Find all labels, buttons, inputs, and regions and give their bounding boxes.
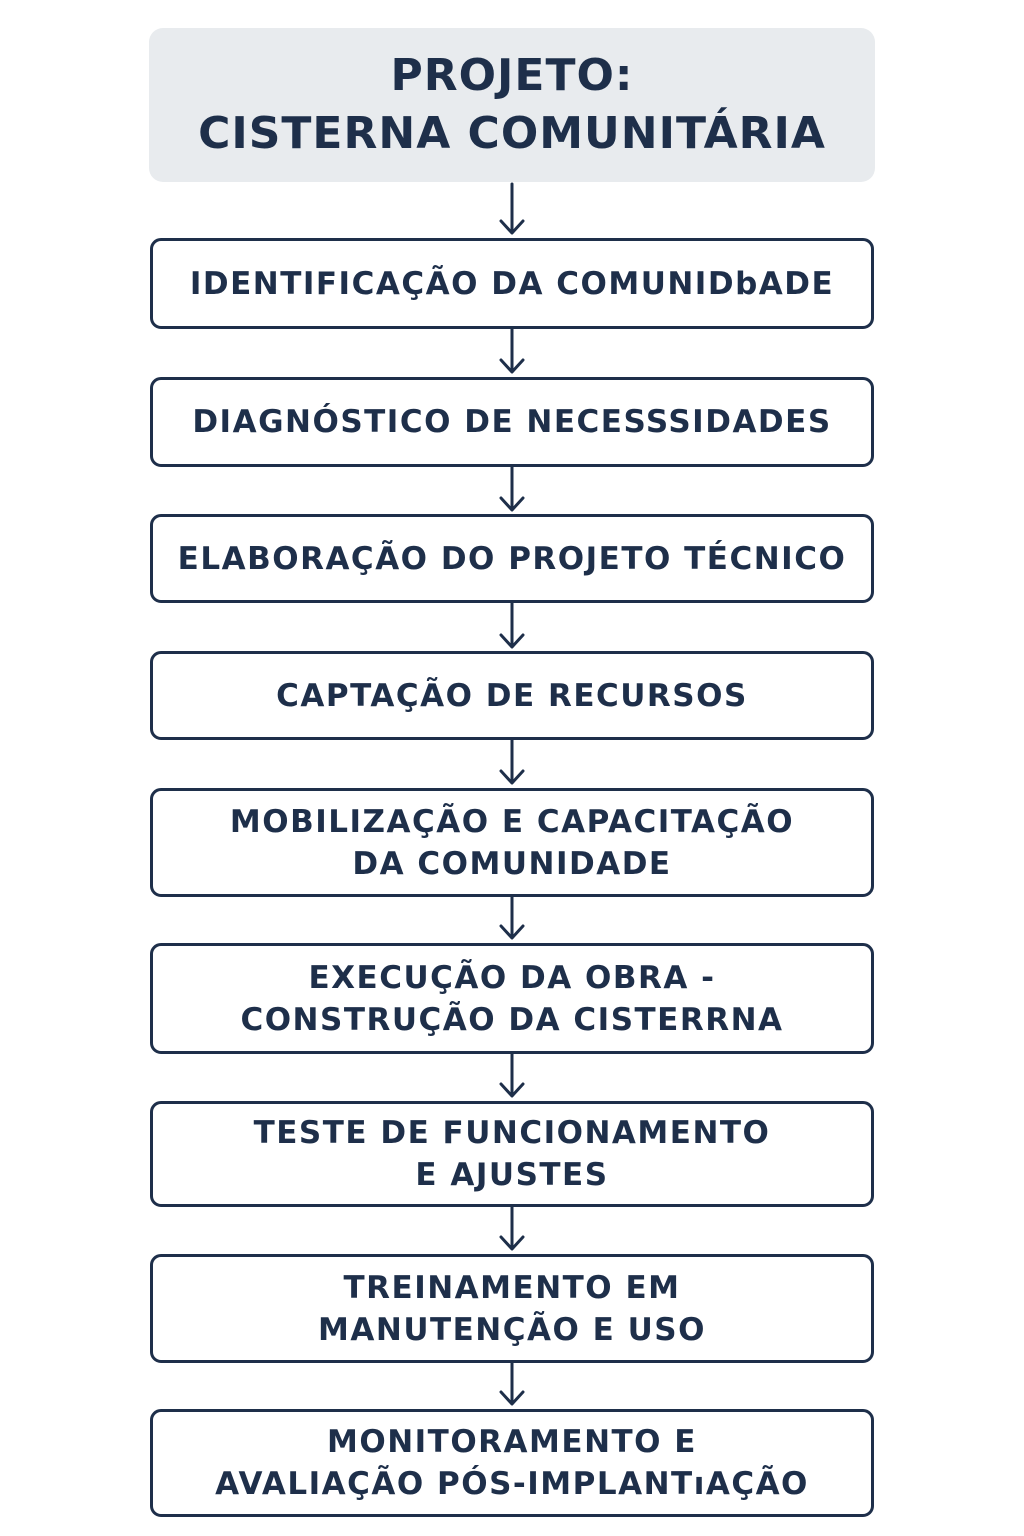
arrow-step-8-to-step-9	[501, 1363, 523, 1404]
step-9-label-line-2: AVALIAÇÃO PÓS-IMPLANTıAÇÃO	[215, 1466, 809, 1502]
arrow-step-3-to-step-4	[501, 603, 523, 647]
step-2-box	[150, 377, 874, 467]
arrow-step-5-to-step-6	[501, 897, 523, 938]
title-box	[149, 28, 875, 182]
step-3-box	[150, 514, 874, 603]
step-1-box	[150, 238, 874, 329]
arrow-step-4-to-step-5	[501, 740, 523, 783]
arrow-title-to-step-1	[501, 184, 523, 233]
arrow-step-1-to-step-2	[501, 329, 523, 372]
step-7-label-line-1: TESTE DE FUNCIONAMENTO	[253, 1115, 771, 1151]
arrow-step-2-to-step-3	[501, 467, 523, 510]
step-4-label: CAPTAÇÃO DE RECURSOS	[276, 677, 748, 714]
step-5-box	[150, 788, 874, 897]
step-9-label-line-1: MONITORAMENTO E	[327, 1424, 697, 1460]
arrow-step-7-to-step-8	[501, 1207, 523, 1249]
step-7-box	[150, 1101, 874, 1207]
step-6-label-line-2: CONSTRUÇÃO DA CISTERRNA	[240, 1001, 784, 1038]
step-6-box	[150, 943, 874, 1054]
step-4-box	[150, 651, 874, 740]
step-9-box	[150, 1409, 874, 1517]
step-8-box	[150, 1254, 874, 1363]
step-1-label: IDENTIFICAÇÃO DA COMUNIDbADE	[189, 265, 835, 302]
title-line-1: PROJETO:	[390, 50, 634, 101]
step-8-label-line-1: TREINAMENTO EM	[343, 1269, 681, 1306]
step-5-label-line-2: DA COMUNIDADE	[352, 845, 672, 882]
title-line-2: CISTERNA COMUNITÁRIA	[198, 108, 826, 159]
arrow-step-6-to-step-7	[501, 1054, 523, 1096]
step-5-label-line-1: MOBILIZAÇÃO E CAPACITAÇÃO	[229, 803, 795, 840]
step-6-label-line-1: EXECUÇÃO DA OBRA -	[308, 959, 716, 996]
step-3-label: ELABORAÇÃO DO PROJETO TÉCNICO	[177, 540, 847, 577]
step-8-label-line-2: MANUTENÇÃO E USO	[318, 1311, 706, 1348]
step-2-label: DIAGNÓSTICO DE NECESSSIDADES	[192, 404, 832, 440]
step-7-label-line-2: E AJUSTES	[415, 1157, 609, 1193]
